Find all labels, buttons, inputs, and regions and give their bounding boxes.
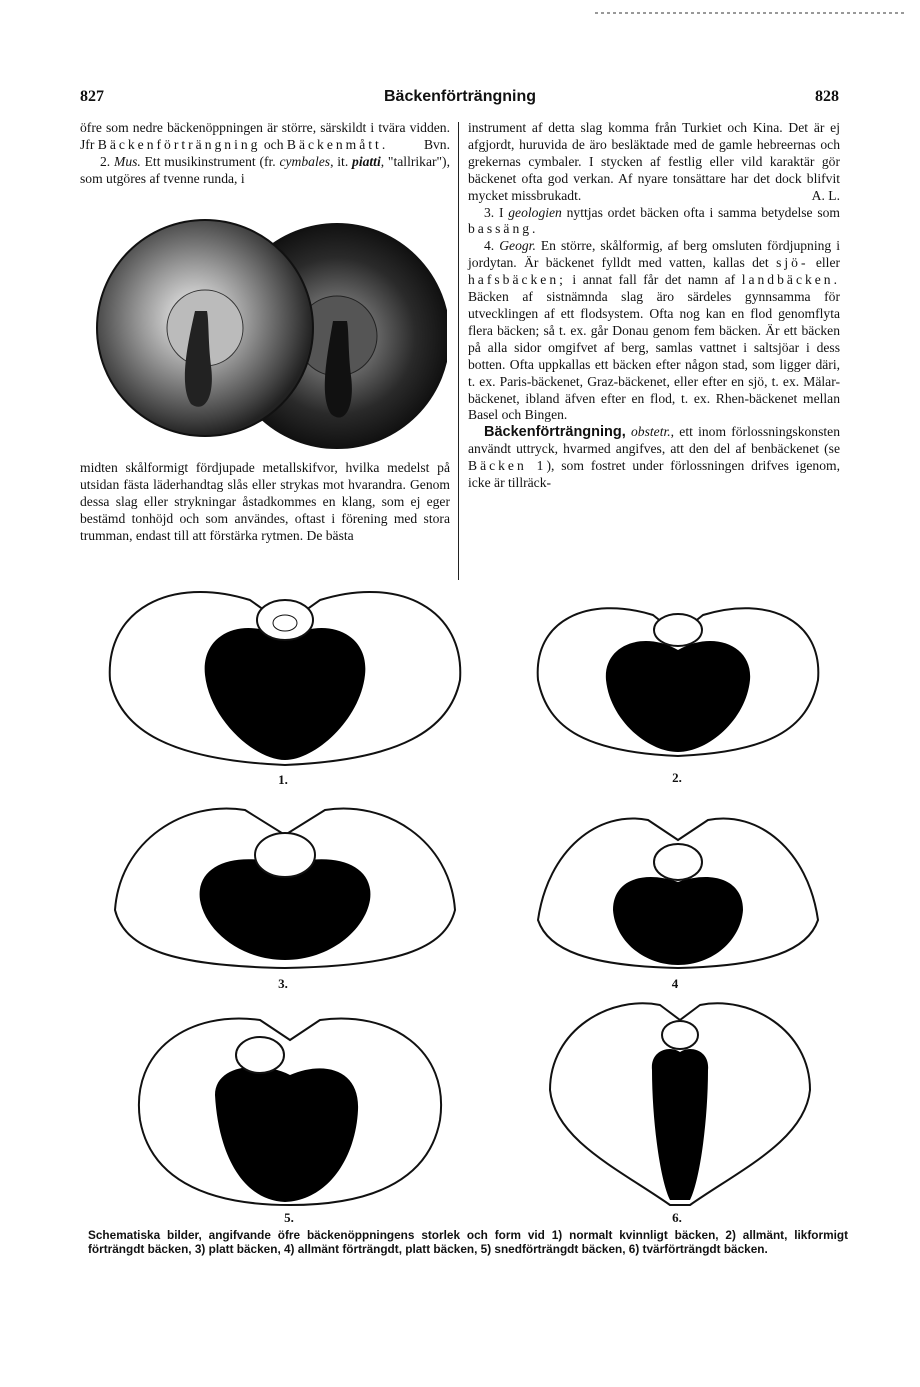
top-scan-line [595, 12, 907, 14]
cymbals-illustration [87, 216, 447, 456]
figure-caption: Schematiska bilder, angifvande öfre bäckenöppningens storlek och form vid 1) normalt kvinnligt bäcken, 2) allmänt, likformigt förträngdt bäcken, 3) platt bäcken, 4) allmänt förträngdt, platt bäcken, 5) snedförträngdt bäcken, 6) tvärförträngdt bäcken. [88, 1228, 848, 1256]
right-paragraph-1: instrument af detta slag komma från Turkiet och Kina. Det är ej afgjordt, huruvida de äro besläktade med de gamle hebreernas och grekernas cymbaler. I stycken af festlig eller vild karaktär gör bäckenet ofta god verkan. Af nyare tonsättare har det dock blifvit mycket missbrukadt. A. L. [468, 120, 840, 203]
figure-label-3: 3. [278, 976, 288, 991]
cross-reference: Bäckenförträngning [97, 136, 261, 152]
left-paragraph-2: 2. Mus. Ett musikinstrument (fr. cymbales, it. piatti, "tallrikar"), som utgöres af tvenne runda, i [80, 153, 450, 186]
page-number-right: 828 [815, 88, 839, 105]
entry-headword: Bäckenförträngning, [484, 424, 626, 441]
right-paragraph-3: 4. Geogr. En större, skålformig, af berg omsluten fördjupning i jordytan. Är bäckenet fylldt med vatten, kallas det sjö- eller hafsbäcken; i annat fall får det namn af landbäcken. Bäcken af sistnämnda slag äro särdeles gynnsamma för utvecklingen af ett flodsystem. Ofta nog kan en flod genomflyta flera bäcken; så t. ex. går Donau genom fem bäcken. Är ett bäcken på alla sidor omgifvet af berg, samlas vattnet i saltsjöar i dess botten. Ofta uppkallas ett bäcken efter någon stad, som ligger däri, t. ex. Paris-bäckenet, Graz-bäckenet, eller efter en sjö, t. ex. Mälar-bäckenet, ibland äfven efter en flod, t. ex. Rhen-bäckenet mellan Basel och Bingen. [468, 238, 841, 423]
page-number-left: 827 [80, 88, 104, 105]
right-paragraph-2: 3. I geologien nyttjas ordet bäcken ofta i samma betydelse som bassäng. [468, 204, 840, 237]
pelvis-figure-4 [528, 800, 828, 970]
figure-label-1: 1. [278, 772, 288, 787]
figure-label-4: 4 [671, 976, 679, 991]
figure-label-5: 5. [284, 1210, 294, 1225]
cross-reference: Bäckenmått. [286, 136, 389, 152]
author-signature: A. L. [811, 187, 840, 203]
pelvis-figure-6 [540, 990, 820, 1210]
author-signature: Bvn. [423, 136, 450, 152]
left-paragraph-1: öfre som nedre bäckenöppningen är större, särskildt i tvära vidden. Jfr Bäckenförträngning och Bäckenmått. Bvn. [80, 120, 450, 152]
page-title: Bäckenförträngning [383, 88, 536, 105]
pelvis-figure-1 [100, 570, 470, 770]
cross-reference: Bäcken 1 [468, 458, 547, 474]
left-paragraph-2-continued: midten skålformigt fördjupade metallskifvor, hvilka medelst på utsidan fästa läderhandtag slås eller strykas mot hvarandra. Genom dessa slag eller strykningar åstadkommes en klang, som ej eger bestämd tonhöjd och som användes, oftast i förening med stora trumman, endast till att förstärka rytmen. De bästa [80, 460, 450, 543]
pelvis-figure-5 [130, 1000, 450, 1210]
figure-label-2: 2. [672, 770, 682, 785]
cross-reference: bassäng. [468, 221, 539, 237]
figure-label-6: 6. [672, 1210, 682, 1225]
pelvis-figure-2 [528, 590, 828, 760]
column-divider [458, 122, 459, 580]
right-column [468, 120, 840, 492]
right-paragraph-4: Bäckenförträngning, obstetr., ett inom förlossningskonsten användt uttryck, hvarmed angifves, att den del af benbäckenet (se Bäcken 1), som fostret under förlossningen drifves igenom, icke är tillräck- [468, 424, 840, 491]
pelvis-figure-3 [105, 790, 465, 970]
left-column [80, 120, 450, 188]
